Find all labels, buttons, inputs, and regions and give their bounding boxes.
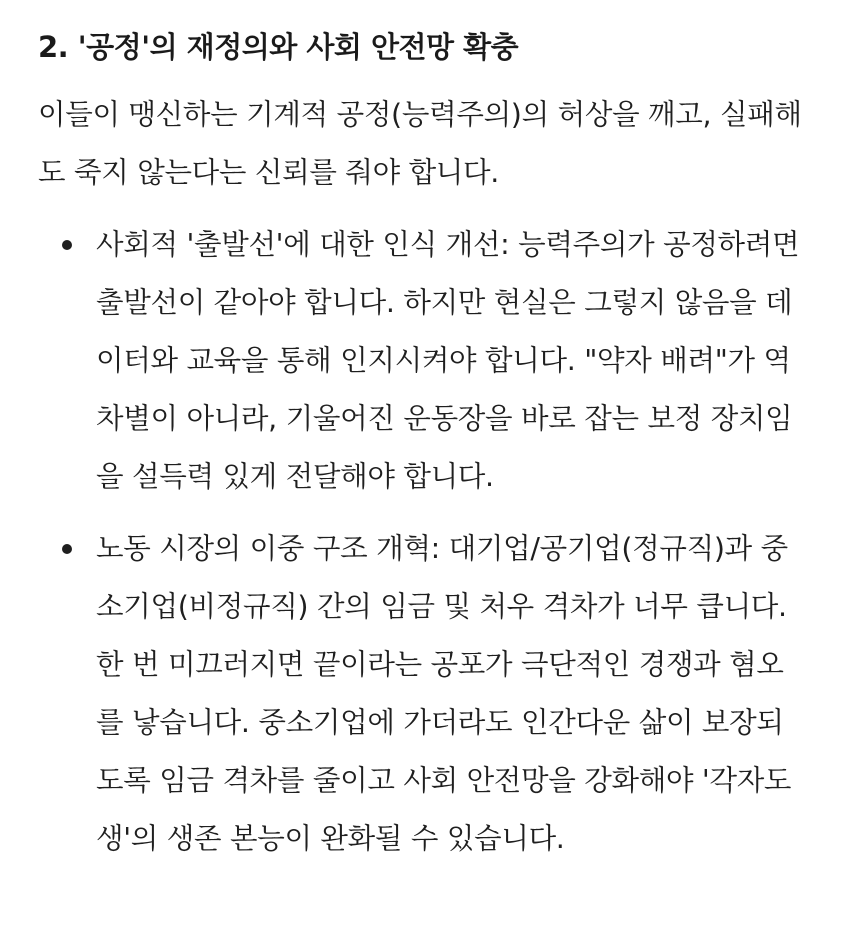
bullet-dot-icon [62, 240, 72, 250]
bullet-text: 노동 시장의 이중 구조 개혁: 대기업/공기업(정규직)과 중소기업(비정규직) 간의 임금 및 처우 격차가 너무 큽니다. 한 번 미끄러지면 끝이라는 공포가 극단적인 경쟁과 혐오를 낳습니다. 중소기업에 가더라도 인간다운 삶이 보장되도록 임금 격차를 줄이고 사회 안전망을 강화해야 '각자도생'의 생존 본능이 완화될 수 있습니다. [96, 532, 792, 855]
bullet-text: 사회적 '출발선'에 대한 인식 개선: 능력주의가 공정하려면 출발선이 같아야 합니다. 하지만 현실은 그렇지 않음을 데이터와 교육을 통해 인지시켜야 합니다. "약자 배려"가 역차별이 아니라, 기울어진 운동장을 바로 잡는 보정 장치임을 설득력 있게 전달해야 합니다. [96, 228, 800, 493]
bullet-item-starting-line [38, 216, 810, 506]
section-heading: 2. '공정'의 재정의와 사회 안전망 확충 [38, 30, 519, 64]
bullet-list [38, 216, 810, 868]
bullet-dot-icon [62, 544, 72, 554]
intro-paragraph: 이들이 맹신하는 기계적 공정(능력주의)의 허상을 깨고, 실패해도 죽지 않는다는 신뢰를 줘야 합니다. [38, 98, 802, 189]
bullet-item-labor-market [38, 520, 810, 868]
